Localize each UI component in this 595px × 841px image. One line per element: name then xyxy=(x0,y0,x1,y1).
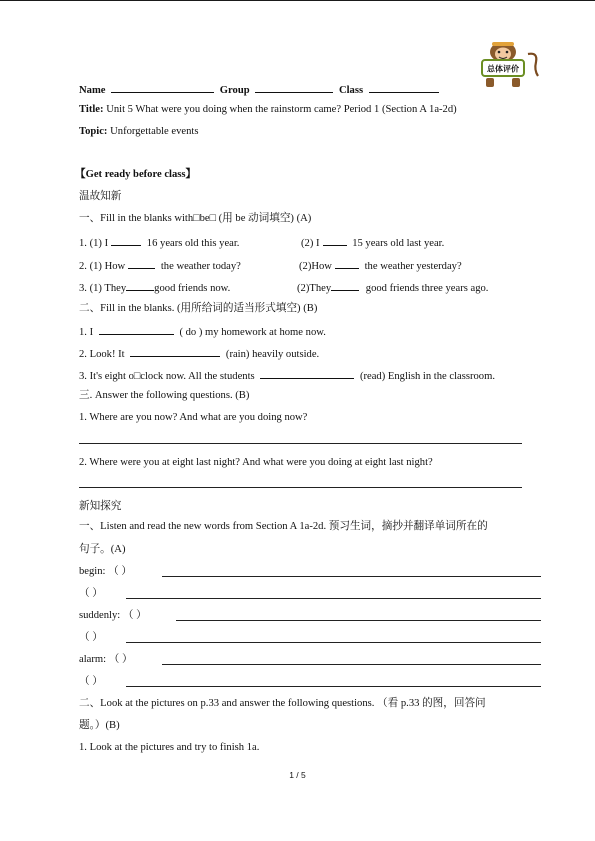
name-row xyxy=(79,82,442,97)
page-number: 1 / 5 xyxy=(289,770,306,780)
word-label: begin: xyxy=(79,566,106,577)
answer-blank[interactable] xyxy=(128,258,155,269)
name-label: Name xyxy=(79,85,106,96)
item-text: the weather today? xyxy=(160,261,241,272)
item-text: 1. I xyxy=(79,327,94,338)
part1-item-3a xyxy=(79,280,230,295)
part4-instruction-line1: 一、Listen and read the new words from Section A 1a-2d. 预习生词，摘抄并翻译单词所在的 xyxy=(79,521,488,532)
new-heading: 新知探究 xyxy=(79,501,122,512)
item-text: (2)How xyxy=(299,261,332,272)
part5-instruction-line2: 题。）(B) xyxy=(79,720,120,731)
title-label: Title: xyxy=(79,104,104,115)
part3-question-1: 1. Where are you now? And what are you doing now? xyxy=(79,412,308,423)
answer-blank[interactable] xyxy=(335,258,359,269)
sub-paren[interactable]: （ ） xyxy=(79,632,103,643)
translation-blank[interactable]: （ ） xyxy=(122,610,147,621)
item-text: (read) English in the classroom. xyxy=(359,371,495,382)
item-text: 16 years old this year. xyxy=(146,238,240,249)
item-text: 3. (1) They xyxy=(79,283,127,294)
part1-item-2b xyxy=(299,258,462,273)
sub-paren[interactable]: （ ） xyxy=(79,588,103,599)
answer-line[interactable] xyxy=(162,576,541,577)
part1-item-2a xyxy=(79,258,241,273)
item-text: (rain) heavily outside. xyxy=(225,349,320,360)
answer-blank[interactable] xyxy=(126,280,154,291)
answer-blank[interactable] xyxy=(130,346,220,357)
word-row-begin xyxy=(79,565,132,578)
part2-item-1 xyxy=(79,324,326,339)
item-text: good friends now. xyxy=(154,283,231,294)
answer-blank[interactable] xyxy=(331,280,359,291)
item-text: the weather yesterday? xyxy=(364,261,462,272)
group-blank[interactable] xyxy=(255,82,333,93)
word-row-alarm xyxy=(79,653,133,666)
answer-line[interactable] xyxy=(79,443,522,444)
class-label: Class xyxy=(338,85,364,96)
topic-label: Topic: xyxy=(79,126,108,137)
svg-text:总体评价: 总体评价 xyxy=(487,64,519,74)
review-heading: 温故知新 xyxy=(79,191,122,202)
item-text: 15 years old last year. xyxy=(352,238,445,249)
part1-item-1b xyxy=(301,235,444,250)
item-text: good friends three years ago. xyxy=(365,283,489,294)
item-text: 2. Look! It xyxy=(79,349,125,360)
item-text: (2)They xyxy=(297,283,332,294)
part2-item-3 xyxy=(79,368,495,383)
part1-item-1a xyxy=(79,235,239,250)
part2-item-2 xyxy=(79,346,319,361)
group-label: Group xyxy=(219,85,250,96)
answer-blank[interactable] xyxy=(111,235,141,246)
part5-instruction-line1: 二、Look at the pictures on p.33 and answer the following questions. （看 p.33 的图，回答问 xyxy=(79,698,486,709)
answer-line[interactable] xyxy=(126,686,541,687)
answer-line[interactable] xyxy=(126,642,541,643)
answer-line[interactable] xyxy=(126,598,541,599)
part3-question-2: 2. Where were you at eight last night? And what were you doing at eight last night? xyxy=(79,457,433,468)
item-text: ( do ) my homework at home now. xyxy=(179,327,326,338)
word-label: alarm: xyxy=(79,654,107,665)
answer-line[interactable] xyxy=(162,664,541,665)
word-label: suddenly: xyxy=(79,610,121,621)
title-row xyxy=(79,103,457,116)
item-text: (2) I xyxy=(301,238,320,249)
name-blank[interactable] xyxy=(111,82,214,93)
translation-blank[interactable]: （ ） xyxy=(108,654,133,665)
evaluation-badge xyxy=(478,40,540,92)
answer-blank[interactable] xyxy=(260,368,354,379)
part2-instruction: 二、Fill in the blanks. (用所给词的适当形式填空) (B) xyxy=(79,303,318,314)
part5-item-1: 1. Look at the pictures and try to finish 1a. xyxy=(79,742,260,753)
top-border xyxy=(0,0,595,1)
class-blank[interactable] xyxy=(369,82,439,93)
part1-instruction: 一、Fill in the blanks with□be□ (用 be 动词填空) (A) xyxy=(79,213,312,224)
part4-instruction-line2: 句子。(A) xyxy=(79,544,126,555)
item-text: 1. (1) I xyxy=(79,238,109,249)
part3-instruction: 三. Answer the following questions. (B) xyxy=(79,390,250,401)
topic-row xyxy=(79,125,198,138)
answer-blank[interactable] xyxy=(323,235,347,246)
item-text: 3. It's eight o□clock now. All the students xyxy=(79,371,255,382)
answer-blank[interactable] xyxy=(99,324,174,335)
section-heading: 【Get ready before class】 xyxy=(75,169,197,180)
answer-line[interactable] xyxy=(79,487,522,488)
part1-item-3b xyxy=(297,280,488,295)
sub-paren[interactable]: （ ） xyxy=(79,676,103,687)
translation-blank[interactable]: （ ） xyxy=(108,566,132,577)
topic-text: Unforgettable events xyxy=(110,126,199,137)
word-row-suddenly xyxy=(79,609,147,622)
item-text: 2. (1) How xyxy=(79,261,126,272)
title-text: Unit 5 What were you doing when the rainstorm came? Period 1 (Section A 1a-2d) xyxy=(106,104,457,115)
answer-line[interactable] xyxy=(176,620,541,621)
